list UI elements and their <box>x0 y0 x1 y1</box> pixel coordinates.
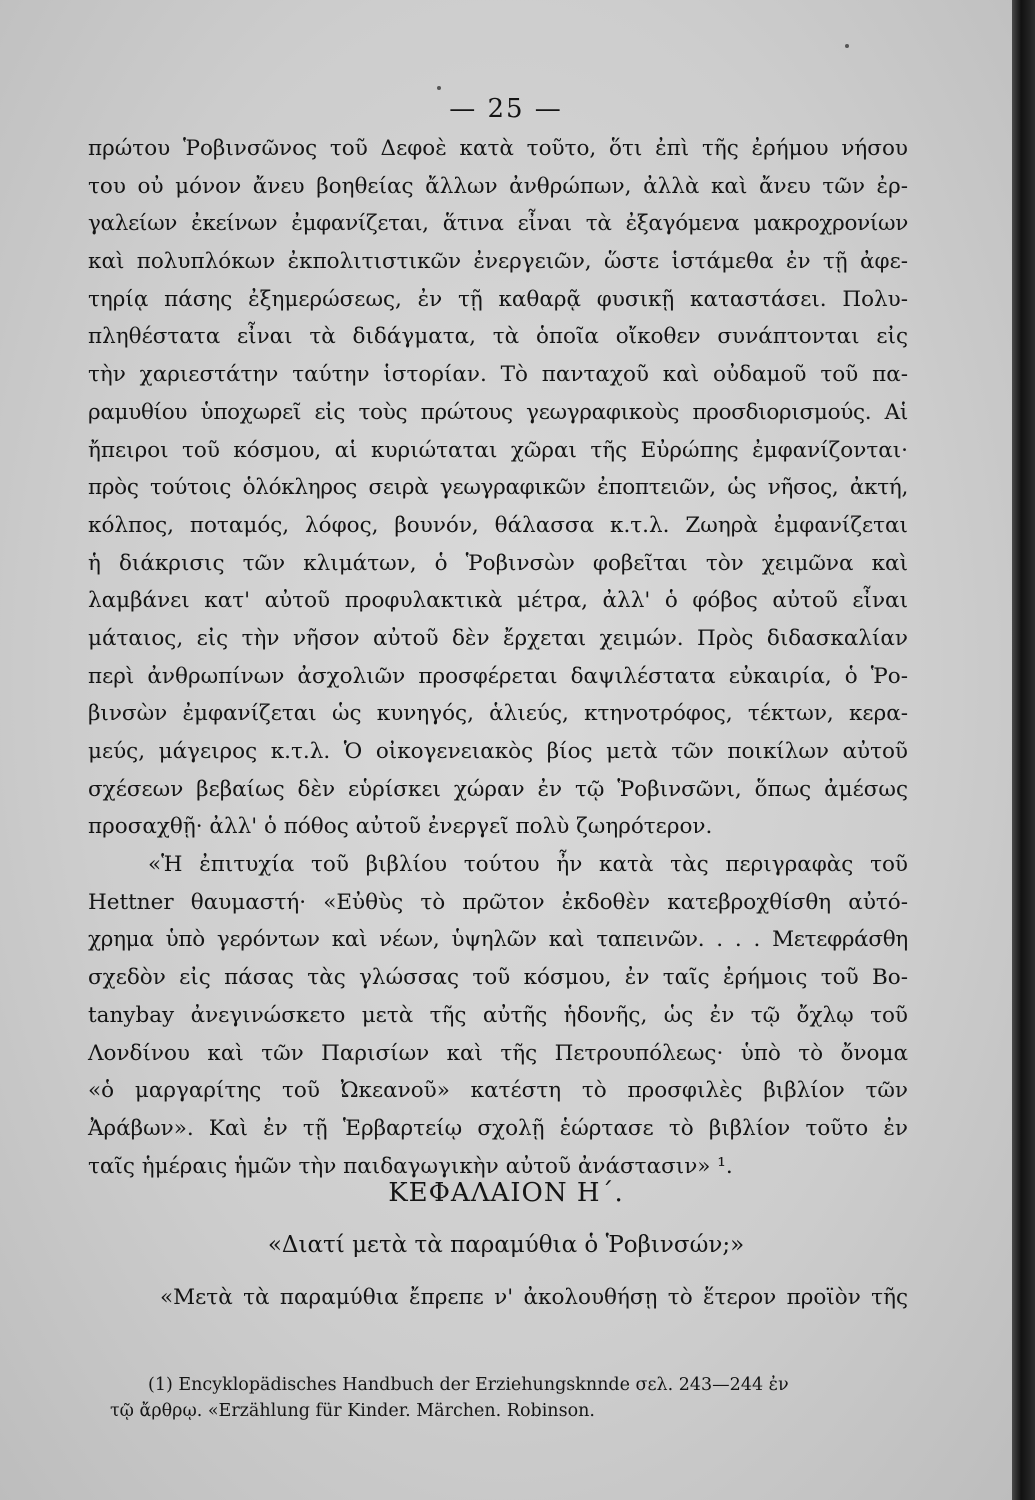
text-line: «ὁ μαργαρίτης τοῦ Ὠκεανοῦ» κατέστη τὸ προσφιλὲς βιβλίον τῶν <box>88 1078 908 1104</box>
text-line: ἡ διάκρισις τῶν κλιμάτων, ὁ Ῥοβινσὼν φοβεῖται τὸν χειμῶνα καὶ <box>88 550 908 576</box>
text-line: πρώτου Ῥοβινσῶνος τοῦ Δεφοὲ κατὰ τοῦτο, ὅτι ἐπὶ τῆς ἐρήμου νήσου <box>88 136 908 161</box>
footnote-line: τῷ ἄρθρῳ. «Erzählung für Kinder. Märchen. Robinson. <box>110 1401 595 1421</box>
text-line: Ἀράβων». Καὶ ἐν τῇ Ἑρβαρτείῳ σχολῇ ἑώρτασε τὸ βιβλίον τοῦτο ἐν <box>88 1115 908 1141</box>
text-line: πρὸς τούτοις ὁλόκληρος σειρὰ γεωγραφικῶν ἐποπτειῶν, ὡς νῆσος, ἀκτή, <box>88 475 908 501</box>
text-line: του οὐ μόνον ἄνευ βοηθείας ἄλλων ἀνθρώπων, ἀλλὰ καὶ ἄνευ τῶν ἐρ- <box>88 173 908 199</box>
book-spine <box>1012 0 1035 1500</box>
text-line: γαλείων ἐκείνων ἐμφανίζεται, ἅτινα εἶναι τὰ ἐξαγόμενα μακροχρονίων <box>88 211 908 237</box>
text-line: περὶ ἀνθρωπίνων ἀσχολιῶν προσφέρεται δαψιλέστατα εὐκαιρία, ὁ Ῥο- <box>88 663 908 689</box>
text-line: τὴν χαριεστάτην ταύτην ἱστορίαν. Τὸ πανταχοῦ καὶ οὐδαμοῦ τοῦ πα- <box>88 362 908 388</box>
ink-speck <box>845 44 849 48</box>
text-line: κόλπος, ποταμός, λόφος, βουνόν, θάλασσα κ.τ.λ. Ζωηρὰ ἐμφανίζεται <box>88 512 908 538</box>
text-line: Hettner θαυμαστή· «Εὐθὺς τὸ πρῶτον ἐκδοθὲν κατεβροχθίσθη αὐτό- <box>88 889 908 915</box>
text-line: μεύς, μάγειρος κ.τ.λ. Ὁ οἰκογενειακὸς βίος μετὰ τῶν ποικίλων αὐτοῦ <box>88 739 908 764</box>
text-line: Λονδίνου καὶ τῶν Παρισίων καὶ τῆς Πετρουπόλεως· ὑπὸ τὸ ὄνομα <box>88 1040 908 1066</box>
body-text <box>88 130 908 1185</box>
text-line: tanybay ἀνεγινώσκετο μετὰ τῆς αὐτῆς ἡδονῆς, ὡς ἐν τῷ ὄχλῳ τοῦ <box>88 1002 908 1028</box>
text-line: λαμβάνει κατ' αὐτοῦ προφυλακτικὰ μέτρα, ἀλλ' ὁ φόβος αὐτοῦ εἶναι <box>88 588 908 614</box>
text-line: καὶ πολυπλόκων ἐκπολιτιστικῶν ἐνεργειῶν, ὥστε ἱστάμεθα ἐν τῇ ἀφε- <box>88 249 908 275</box>
text-line: βινσὼν ἐμφανίζεται ὡς κυνηγός, ἁλιεύς, κτηνοτρόφος, τέκτων, κερα- <box>88 701 908 727</box>
footnote-line: (1) Encyklopädisches Handbuch der Erziehungsknnde σελ. 243—244 ἐν <box>148 1375 789 1395</box>
text-line: ἤπειροι τοῦ κόσμου, αἱ κυριώταται χῶραι τῆς Εὐρώπης ἐμφανίζονται· <box>88 437 908 463</box>
footnote <box>110 1372 908 1424</box>
text-line: προσαχθῇ· ἀλλ' ὁ πόθος αὐτοῦ ἐνεργεῖ πολὺ ζωηρότερον. <box>88 814 713 840</box>
page-number: — 25 — <box>449 94 563 124</box>
next-paragraph: «Μετὰ τὰ παραμύθια ἔπρεπε ν' ἀκολουθήσῃ τὸ ἕτερον προϊὸν τῆς <box>160 1285 908 1310</box>
text-line: πληθέστατα εἶναι τὰ διδάγματα, τὰ ὁποῖα οἴκοθεν συνάπτονται εἰς <box>88 324 908 350</box>
text-line: ραμυθίου ὑποχωρεῖ εἰς τοὺς πρώτους γεωγραφικοὺς προσδιορισμούς. Αἱ <box>88 399 908 425</box>
text-line: σχέσεων βεβαίως δὲν εὑρίσκει χώραν ἐν τῷ Ῥοβινσῶνι, ὅπως ἀμέσως <box>88 776 908 802</box>
text-line: σχεδὸν εἰς πάσας τὰς γλώσσας τοῦ κόσμου, ἐν ταῖς ἐρήμοις τοῦ Bo- <box>88 965 908 991</box>
text-line: μάταιος, εἰς τὴν νῆσον αὐτοῦ δὲν ἔρχεται χειμών. Πρὸς διδασκαλίαν <box>88 625 908 651</box>
text-line: «Ἡ ἐπιτυχία τοῦ βιβλίου τούτου ἦν κατὰ τὰς περιγραφὰς τοῦ <box>148 852 908 878</box>
text-line: χρημα ὑπὸ γερόντων καὶ νέων, ὑψηλῶν καὶ ταπεινῶν. . . . Μετεφράσθη <box>88 927 908 953</box>
ink-speck <box>437 86 441 90</box>
text-line: ταῖς ἡμέραις ἡμῶν τὴν παιδαγωγικὴν αὐτοῦ ἀνάστασιν» ¹. <box>88 1153 733 1179</box>
text-line: τηρίᾳ πάσης ἐξημερώσεως, ἐν τῇ καθαρᾷ φυσικῇ καταστάσει. Πολυ- <box>88 286 908 312</box>
chapter-subtitle: «Διατί μετὰ τὰ παραμύθια ὁ Ῥοβινσών;» <box>267 1232 745 1258</box>
chapter-heading: ΚΕΦΑΛΑΙΟΝ Η΄. <box>388 1178 624 1208</box>
